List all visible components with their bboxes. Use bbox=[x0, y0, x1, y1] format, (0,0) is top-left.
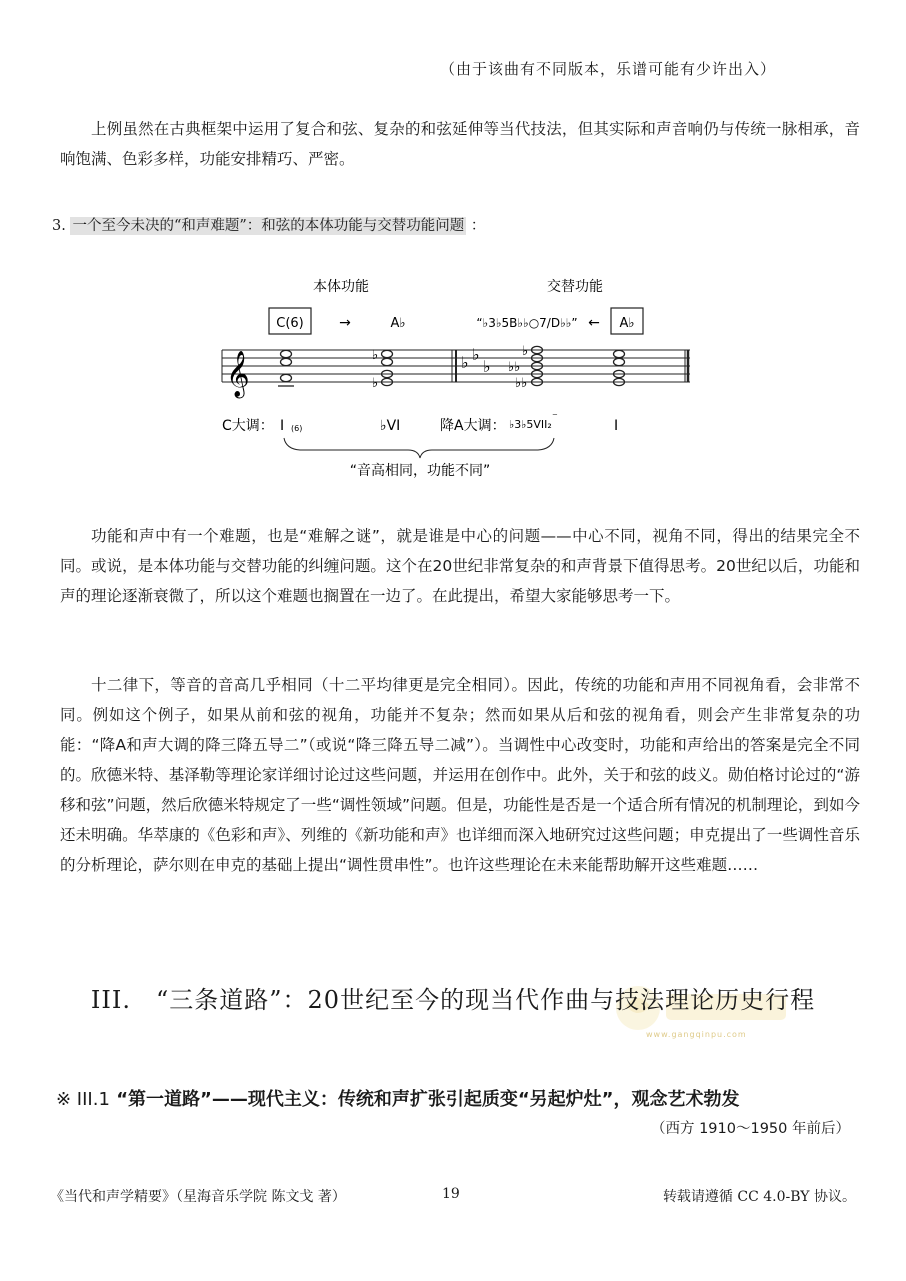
section-iii-1-number: ※ III.1 bbox=[56, 1089, 110, 1110]
chord-2-accidentals bbox=[372, 348, 378, 391]
label-alternate-function: 交替功能 bbox=[547, 279, 603, 295]
footer-book-title: 《当代和声学精要》（星海音乐学院 陈文戈 著） bbox=[50, 1189, 346, 1205]
svg-text:♭♭: ♭♭ bbox=[515, 376, 528, 391]
section-iii-1-heading bbox=[56, 1085, 740, 1111]
chord-4-notes bbox=[614, 350, 625, 385]
treble-clef-icon: 𝄞 bbox=[226, 351, 250, 397]
version-note: （由于该曲有不同版本，乐谱可能有少许出入） bbox=[439, 60, 776, 78]
period-label: （西方 1910～1950 年前后） bbox=[650, 1121, 850, 1137]
footer-license: 转载请遵循 CC 4.0-BY 协议。 bbox=[662, 1189, 856, 1205]
section-iii-1-title: “第一道路”——现代主义：传统和声扩张引起质变“另起炉灶”，观念艺术勃发 bbox=[116, 1089, 740, 1110]
roman-bvi: ♭VI bbox=[380, 418, 401, 434]
chord-a-flat-boxed: A♭ bbox=[619, 316, 635, 331]
roman-i-c: I bbox=[280, 418, 285, 434]
roman-vii: ♭3♭5VII₂ bbox=[509, 418, 552, 431]
watermark-url: www.gangqinpu.com bbox=[646, 1030, 747, 1039]
svg-text:♭♭: ♭♭ bbox=[508, 360, 521, 375]
roman-i-a-flat: I bbox=[614, 418, 619, 434]
key-c-major: C大调： bbox=[222, 418, 274, 434]
section-3-title: 一个至今未决的“和声难题”：和弦的本体功能与交替功能问题 bbox=[72, 218, 465, 234]
svg-text:♭: ♭ bbox=[522, 344, 529, 359]
brace-icon bbox=[284, 438, 554, 458]
chord-2-notes bbox=[382, 350, 393, 385]
svg-text:♭: ♭ bbox=[461, 353, 469, 372]
paragraph-2: 功能和声中有一个难题，也是“难解之谜”，就是谁是中心的问题——中心不同，视角不同，得出的结果完全不同。或说，是本体功能与交替功能的纠缠问题。这个在20世纪非常复杂的和声背景下值得思考。20世纪以后，功能和声的理论逐渐衰微了，所以这个难题也搁置在一边了。在此提出，希望大家能够思考一下。 bbox=[60, 527, 860, 605]
chord-a-flat: A♭ bbox=[390, 316, 406, 331]
roman-i-c-figure: (6) bbox=[291, 424, 303, 433]
section-iii-heading: III. “三条道路”：20世纪至今的现当代作曲与技法理论历史行程 bbox=[90, 986, 816, 1014]
paragraph-1: 上例虽然在古典框架中运用了复合和弦、复杂的和弦延伸等当代技法，但其实际和声音响仍与传统一脉相承，音响饱满、色彩多样，功能安排精巧、严密。 bbox=[60, 120, 860, 168]
svg-text:♭: ♭ bbox=[372, 376, 379, 391]
page-number: 19 bbox=[442, 1186, 460, 1202]
section-3-colon: ： bbox=[470, 218, 486, 234]
harmony-figure bbox=[0, 270, 906, 485]
roman-vii-dim: ⁻ bbox=[552, 410, 558, 423]
paragraph-3: 十二律下，等音的音高几乎相同（十二平均律更是完全相同）。因此，传统的功能和声用不同视角看，会非常不同。例如这个例子，如果从前和弦的视角，功能并不复杂；然而如果从后和弦的视角看，则会产生非常复杂的功能：“降A和声大调的降三降五导二”（或说“降三降五导二减”）。当调性中心改变时，功能和声给出的答案是完全不同的。欣德米特、基泽勒等理论家详细讨论过这些问题，并运用在创作中。此外，关于和弦的歧义。勋伯格讨论过的“游移和弦”问题，然后欣德米特规定了一些“调性领域”问题。但是，功能性是否是一个适合所有情况的机制理论，到如今还未明确。华萃康的《色彩和声》、列维的《新功能和声》也详细而深入地研究过这些问题；申克提出了一些调性音乐的分析理论，萨尔则在申克的基础上提出“调性贯串性”。也许这些理论在未来能帮助解开这些难题…… bbox=[60, 676, 860, 874]
svg-text:♭: ♭ bbox=[483, 357, 491, 376]
chord-c6: C(6) bbox=[276, 316, 304, 331]
key-a-flat-major: 降A大调： bbox=[440, 418, 506, 434]
chord-1-notes bbox=[278, 350, 294, 386]
svg-text:♭: ♭ bbox=[472, 345, 480, 364]
section-3-heading bbox=[52, 214, 485, 235]
label-native-function: 本体功能 bbox=[313, 279, 369, 295]
chord-3-accidentals bbox=[508, 344, 528, 391]
chord-complex: “♭3♭5B♭♭○7/D♭♭” bbox=[476, 316, 578, 330]
svg-text:♭: ♭ bbox=[372, 348, 379, 363]
arrow-left: → bbox=[339, 315, 351, 331]
brace-caption: “音高相同，功能不同” bbox=[349, 463, 491, 479]
arrow-right: ← bbox=[588, 315, 600, 331]
section-3-number: 3. bbox=[52, 218, 66, 234]
